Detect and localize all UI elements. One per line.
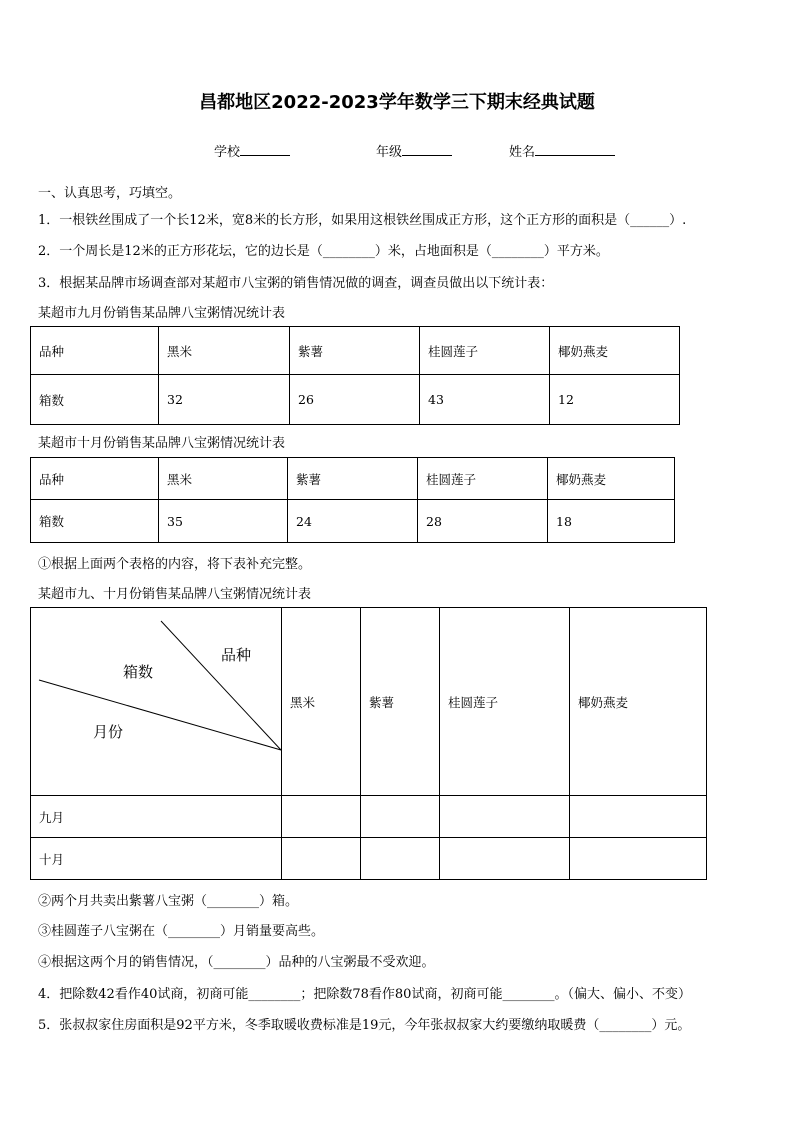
table-cell: 黑米	[159, 327, 290, 375]
question-1: 1．一根铁丝围成了一个长12米，宽8米的长方形，如果用这根铁丝围成正方形，这个正方形的面积是（______）.	[38, 213, 687, 228]
question-3: 3．根据某品牌市场调查部对某超市八宝粥的销售情况做的调查，调查员做出以下统计表：	[38, 276, 554, 291]
table-cell-empty[interactable]	[282, 838, 361, 880]
sub-question-2: ②两个月共卖出紫薯八宝粥（________）箱。	[38, 894, 299, 909]
table-cell: 12	[550, 375, 680, 425]
diag-label-boxes: 箱数	[123, 663, 154, 681]
diagonal-lines	[31, 608, 289, 796]
diag-label-variety: 品种	[221, 646, 252, 664]
table-cell: 35	[159, 500, 288, 543]
table-cell-empty[interactable]	[361, 796, 440, 838]
table-row	[31, 375, 680, 425]
table-cell: 26	[290, 375, 420, 425]
table-cell: 桂圆莲子	[420, 327, 550, 375]
table-cell-empty[interactable]	[440, 796, 570, 838]
sub-question-1: ①根据上面两个表格的内容，将下表补充完整。	[38, 557, 312, 572]
table-cell: 紫薯	[361, 608, 440, 796]
table-cell: 43	[420, 375, 550, 425]
table-row	[31, 838, 707, 880]
table-header-row	[31, 608, 707, 796]
table-cell: 椰奶燕麦	[550, 327, 680, 375]
table-cell-empty[interactable]	[570, 796, 707, 838]
table-cell: 品种	[31, 327, 159, 375]
table-cell: 紫薯	[288, 458, 418, 500]
diagonal-line-upper	[161, 621, 281, 750]
table-header-row	[31, 327, 680, 375]
table-combined	[30, 607, 707, 880]
grade-field	[376, 141, 452, 160]
page-title: 昌都地区2022-2023学年数学三下期末经典试题	[199, 92, 595, 113]
section-heading: 一、认真思考，巧填空。	[38, 186, 182, 201]
table-oct	[30, 457, 675, 543]
question-2: 2．一个周长是12米的正方形花坛，它的边长是（________）米，占地面积是（________）平方米。	[38, 244, 609, 259]
table-cell: 32	[159, 375, 290, 425]
diag-label-month: 月份	[93, 723, 124, 741]
diagonal-header-cell	[31, 608, 282, 796]
table-row	[31, 796, 707, 838]
table-cell-empty[interactable]	[440, 838, 570, 880]
grade-label: 年级	[376, 145, 403, 160]
table-header-row	[31, 458, 675, 500]
table-cell: 28	[418, 500, 548, 543]
table-cell: 24	[288, 500, 418, 543]
table-cell: 桂圆莲子	[418, 458, 548, 500]
table-cell: 黑米	[159, 458, 288, 500]
table-cell-empty[interactable]	[282, 796, 361, 838]
name-blank[interactable]	[535, 141, 615, 156]
name-label: 姓名	[509, 145, 536, 160]
table-cell: 品种	[31, 458, 159, 500]
diagonal-line-lower	[39, 680, 281, 750]
question-5: 5．张叔叔家住房面积是92平方米，冬季取暖收费标准是19元，今年张叔叔家大约要缴纳取暖费（________）元。	[38, 1018, 691, 1033]
table-cell: 桂圆莲子	[440, 608, 570, 796]
table-combined-caption: 某超市九、十月份销售某品牌八宝粥情况统计表	[38, 587, 312, 602]
table-cell: 18	[548, 500, 675, 543]
table-cell: 椰奶燕麦	[548, 458, 675, 500]
table-row	[31, 500, 675, 543]
name-field	[509, 141, 615, 160]
table-cell: 箱数	[31, 375, 159, 425]
table-oct-caption: 某超市十月份销售某品牌八宝粥情况统计表	[38, 436, 286, 451]
table-cell-empty[interactable]	[361, 838, 440, 880]
table-cell: 椰奶燕麦	[570, 608, 707, 796]
table-sept	[30, 326, 680, 425]
school-label: 学校	[214, 145, 241, 160]
grade-blank[interactable]	[402, 141, 452, 156]
question-4: 4．把除数42看作40试商，初商可能________；把除数78看作80试商，初商可能________。（偏大、偏小、不变）	[38, 987, 691, 1002]
sub-question-3: ③桂圆莲子八宝粥在（________）月销量要高些。	[38, 924, 325, 939]
school-field	[214, 141, 290, 160]
table-cell-empty[interactable]	[570, 838, 707, 880]
table-cell: 箱数	[31, 500, 159, 543]
table-cell: 紫薯	[290, 327, 420, 375]
table-cell: 十月	[31, 838, 282, 880]
table-cell: 黑米	[282, 608, 361, 796]
table-cell: 九月	[31, 796, 282, 838]
table-sept-caption: 某超市九月份销售某品牌八宝粥情况统计表	[38, 306, 286, 321]
sub-question-4: ④根据这两个月的销售情况，（________）品种的八宝粥最不受欢迎。	[38, 955, 435, 970]
school-blank[interactable]	[240, 141, 290, 156]
